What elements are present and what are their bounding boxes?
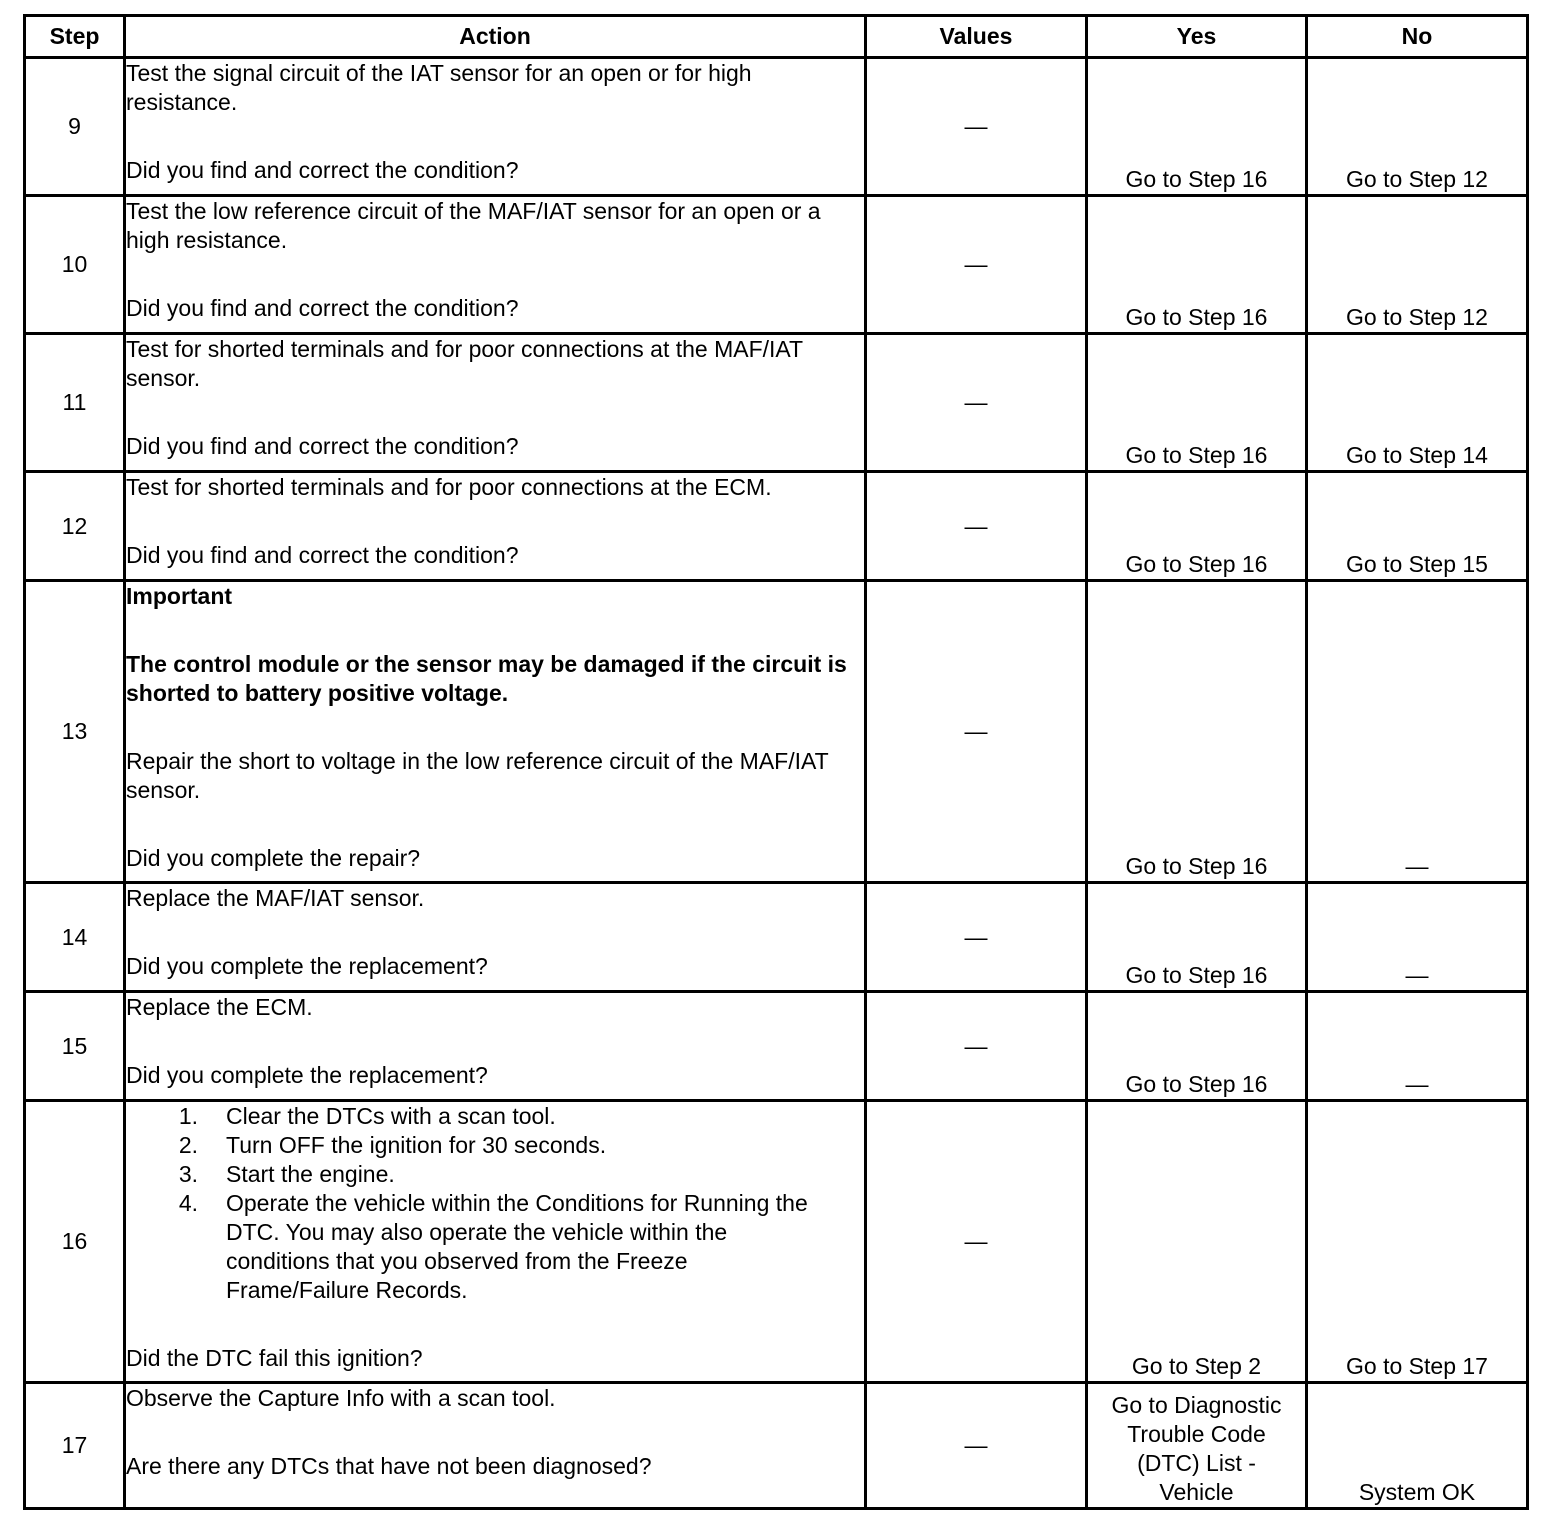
action-question: Did you find and correct the condition?	[126, 542, 519, 568]
table-row	[25, 581, 1528, 883]
table-row	[25, 58, 1528, 196]
no-cell: —	[1307, 581, 1528, 883]
no-cell: System OK	[1307, 1383, 1528, 1509]
diagnostic-table	[23, 14, 1529, 1510]
yes-cell: Go to Step 16	[1087, 196, 1307, 334]
important-text: The control module or the sensor may be damaged if the circuit is shorted to battery positive voltage.	[126, 651, 847, 706]
action-cell	[125, 472, 866, 581]
values-cell: —	[866, 1101, 1087, 1383]
procedure-list	[126, 1102, 864, 1305]
action-question: Are there any DTCs that have not been diagnosed?	[126, 1453, 652, 1479]
no-cell: —	[1307, 992, 1528, 1101]
procedure-item-number: 2.	[178, 1132, 198, 1158]
procedure-item-number: 4.	[178, 1190, 198, 1216]
yes-cell: Go to Step 16	[1087, 472, 1307, 581]
no-cell: Go to Step 15	[1307, 472, 1528, 581]
table-row	[25, 334, 1528, 472]
action-cell	[125, 1101, 866, 1383]
procedure-item-text: Operate the vehicle within the Conditions for Running the DTC. You may also operate the vehicle within the conditions that you observed from the Freeze Frame/Failure Records.	[226, 1190, 808, 1303]
procedure-item-text: Clear the DTCs with a scan tool.	[226, 1103, 556, 1129]
values-cell: —	[866, 992, 1087, 1101]
yes-cell: Go to Step 2	[1087, 1101, 1307, 1383]
step-number: 16	[25, 1101, 125, 1383]
values-cell: —	[866, 58, 1087, 196]
action-text: Test the low reference circuit of the MAF/IAT sensor for an open or a high resistance.	[126, 198, 821, 253]
action-cell	[125, 1383, 866, 1509]
header-no: No	[1307, 16, 1528, 58]
header-action: Action	[125, 16, 866, 58]
values-cell: —	[866, 883, 1087, 992]
procedure-item-text: Start the engine.	[226, 1161, 395, 1187]
header-yes: Yes	[1087, 16, 1307, 58]
action-cell	[125, 196, 866, 334]
action-cell	[125, 581, 866, 883]
no-cell: Go to Step 17	[1307, 1101, 1528, 1383]
header-values: Values	[866, 16, 1087, 58]
action-text: Test for shorted terminals and for poor connections at the ECM.	[126, 474, 772, 500]
step-number: 9	[25, 58, 125, 196]
action-question: Did you find and correct the condition?	[126, 295, 519, 321]
action-cell	[125, 992, 866, 1101]
header-step: Step	[25, 16, 125, 58]
table-row	[25, 1383, 1528, 1509]
values-cell: —	[866, 581, 1087, 883]
action-cell	[125, 883, 866, 992]
action-question: Did you complete the replacement?	[126, 1062, 488, 1088]
procedure-item-number: 3.	[178, 1161, 198, 1187]
step-number: 10	[25, 196, 125, 334]
yes-cell: Go to Step 16	[1087, 581, 1307, 883]
step-number: 11	[25, 334, 125, 472]
yes-cell: Go to Step 16	[1087, 334, 1307, 472]
no-cell: Go to Step 14	[1307, 334, 1528, 472]
important-title: Important	[126, 583, 233, 609]
action-text: Replace the ECM.	[126, 994, 313, 1020]
step-number: 14	[25, 883, 125, 992]
procedure-item-text: Turn OFF the ignition for 30 seconds.	[226, 1132, 607, 1158]
table-row	[25, 992, 1528, 1101]
action-question: Did you complete the replacement?	[126, 953, 488, 979]
yes-cell: Go to Step 16	[1087, 992, 1307, 1101]
action-text: Test for shorted terminals and for poor connections at the MAF/IAT sensor.	[126, 336, 803, 391]
yes-cell: Go to Step 16	[1087, 883, 1307, 992]
action-question: Did you find and correct the condition?	[126, 433, 519, 459]
action-question: Did you complete the repair?	[126, 845, 421, 871]
no-cell: Go to Step 12	[1307, 58, 1528, 196]
values-cell: —	[866, 334, 1087, 472]
procedure-item	[126, 1131, 864, 1160]
action-cell	[125, 334, 866, 472]
step-number: 17	[25, 1383, 125, 1509]
yes-cell: Go to Diagnostic Trouble Code (DTC) List - Vehicle	[1087, 1383, 1307, 1509]
table-row	[25, 1101, 1528, 1383]
values-cell: —	[866, 472, 1087, 581]
action-cell	[125, 58, 866, 196]
table-row	[25, 883, 1528, 992]
action-question: Did you find and correct the condition?	[126, 157, 519, 183]
action-text: Repair the short to voltage in the low reference circuit of the MAF/IAT sensor.	[126, 748, 829, 803]
procedure-item	[126, 1102, 864, 1131]
values-cell: —	[866, 1383, 1087, 1509]
action-text: Observe the Capture Info with a scan tool.	[126, 1385, 556, 1411]
no-cell: Go to Step 12	[1307, 196, 1528, 334]
procedure-item	[126, 1160, 864, 1189]
action-text: Test the signal circuit of the IAT sensor for an open or for high resistance.	[126, 60, 752, 115]
step-number: 15	[25, 992, 125, 1101]
table-row	[25, 196, 1528, 334]
table-row	[25, 472, 1528, 581]
step-number: 12	[25, 472, 125, 581]
action-text: Replace the MAF/IAT sensor.	[126, 885, 425, 911]
procedure-item-number: 1.	[178, 1103, 198, 1129]
step-number: 13	[25, 581, 125, 883]
header-row	[25, 16, 1528, 58]
yes-cell: Go to Step 16	[1087, 58, 1307, 196]
values-cell: —	[866, 196, 1087, 334]
no-cell: —	[1307, 883, 1528, 992]
procedure-item	[126, 1189, 864, 1305]
action-question: Did the DTC fail this ignition?	[126, 1345, 423, 1371]
